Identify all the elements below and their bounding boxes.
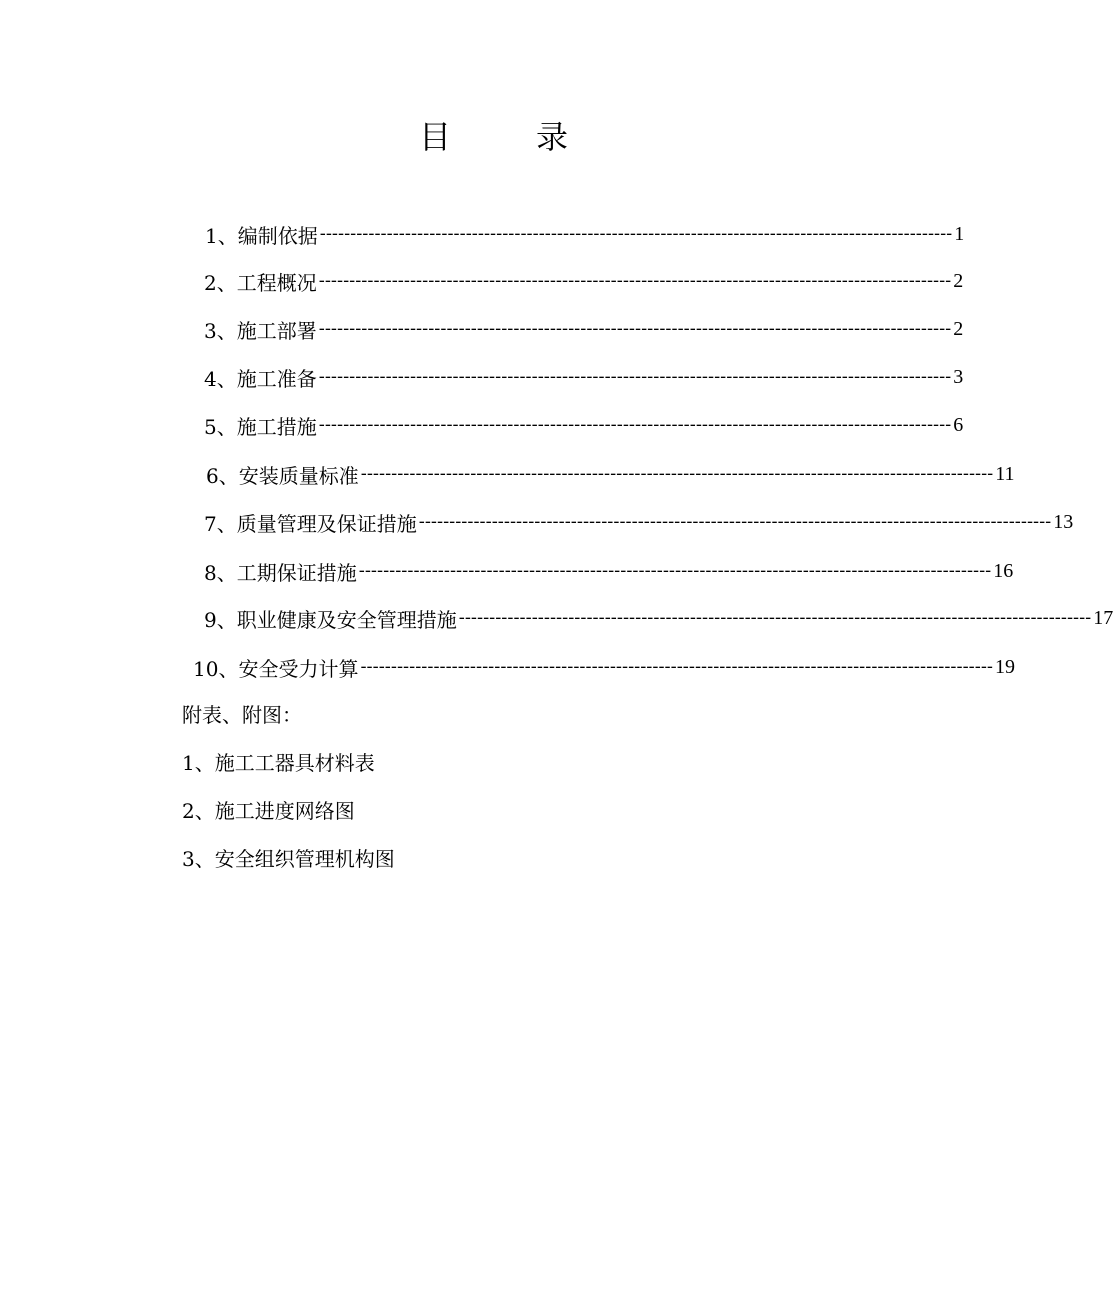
toc-entry-page: 3	[953, 365, 964, 388]
toc-entry-label: 2、工程概况	[204, 270, 317, 295]
toc-entry	[193, 652, 1015, 682]
toc-leader: --------------------------------------------------------------------------------------------------------	[318, 365, 952, 387]
toc-leader: --------------------------------------------------------------------------------------------------------	[360, 655, 993, 677]
toc-entry-label: 5、施工措施	[204, 414, 317, 439]
toc-entry-page: 1	[954, 222, 965, 245]
toc-leader: --------------------------------------------------------------------------------------------------------	[360, 462, 994, 484]
toc-entry	[204, 507, 1074, 537]
toc-entry-label: 3、施工部署	[204, 318, 317, 343]
appendix-item: 1、施工工器具材料表	[182, 751, 375, 775]
toc-entry-page: 13	[1053, 510, 1074, 533]
appendix-heading: 附表、附图：	[182, 703, 302, 727]
toc-leader: --------------------------------------------------------------------------------------------------------	[418, 510, 1052, 532]
toc-leader: --------------------------------------------------------------------------------------------------------	[458, 606, 1092, 628]
toc-entry-label: 10、安全受力计算	[193, 656, 359, 681]
toc-entry	[204, 603, 1113, 633]
toc-entry	[204, 362, 964, 392]
toc-entry-label: 1、编制依据	[205, 223, 318, 248]
toc-entry-label: 4、施工准备	[204, 366, 317, 391]
toc-title-char-2: 录	[536, 118, 569, 156]
toc-entry-page: 16	[993, 559, 1014, 582]
toc-entry-label: 6、安装质量标准	[206, 463, 359, 488]
toc-entry-label: 7、质量管理及保证措施	[204, 511, 417, 536]
toc-entry-page: 6	[953, 413, 964, 436]
toc-entry-page: 11	[995, 462, 1015, 485]
toc-entry-label: 9、职业健康及安全管理措施	[204, 607, 457, 632]
toc-title-char-1: 目	[419, 118, 452, 156]
toc-entry	[204, 266, 964, 296]
toc-entry	[204, 410, 964, 440]
appendix-item: 3、安全组织管理机构图	[182, 847, 395, 871]
toc-leader: --------------------------------------------------------------------------------------------------------	[318, 317, 952, 339]
toc-entry-page: 19	[994, 655, 1015, 678]
toc-leader: --------------------------------------------------------------------------------------------------------	[318, 269, 952, 291]
toc-entry-page: 2	[953, 269, 964, 292]
toc-leader: --------------------------------------------------------------------------------------------------------	[318, 413, 952, 435]
toc-leader: --------------------------------------------------------------------------------------------------------	[358, 559, 992, 581]
toc-entry	[204, 556, 1014, 586]
toc-entry-page: 2	[953, 317, 964, 340]
toc-entry-label: 8、工期保证措施	[204, 560, 357, 585]
toc-entry	[206, 459, 1015, 489]
toc-entry	[204, 314, 964, 344]
toc-entry	[205, 219, 965, 249]
appendix-item: 2、施工进度网络图	[182, 799, 355, 823]
toc-title	[0, 114, 920, 160]
toc-entry-page: 17	[1093, 606, 1113, 629]
toc-leader: --------------------------------------------------------------------------------------------------------	[319, 222, 953, 244]
